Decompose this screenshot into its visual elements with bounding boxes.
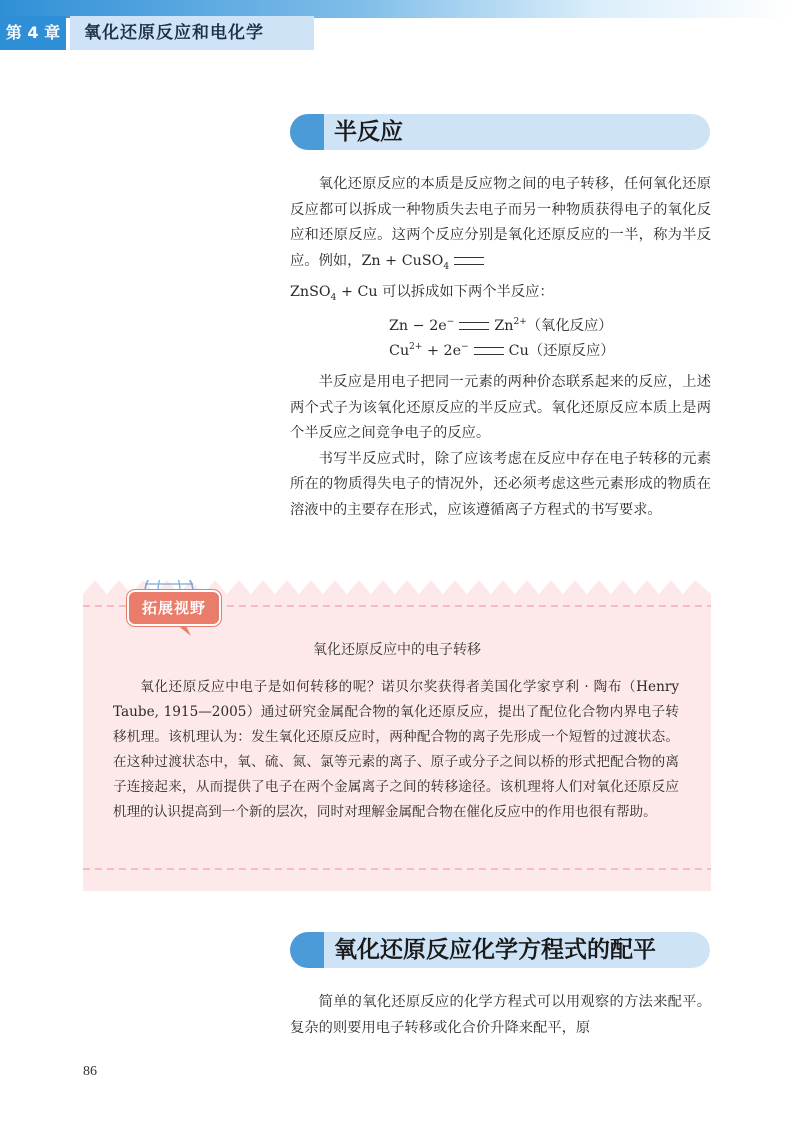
half-reaction-oxidation: Zn − 2e− $Zn^{2+}$（氧化反应） bbox=[389, 317, 613, 334]
section-heading-half-reaction bbox=[290, 114, 710, 150]
section1-paragraph-2: 半反应是用电子把同一元素的两种价态联系起来的反应，上述两个式子为该氧化还原反应的半反应式。氧化还原反应本质上是两个半反应之间竞争电子的反应。 书写半反应式时，除了应该考虑在反应中存在电子转移的元素所在的物质得失电子的情况外，还必须考虑这些元素形成的物质在溶液中的主要存在形式，应该遵循离子方程式的书写要求。 bbox=[290, 370, 711, 523]
extension-body: 氧化还原反应中电子是如何转移的呢？诺贝尔奖获得者美国化学家亨利 · 陶布（Henry Taube, 1915—2005）通过研究金属配合物的氧化还原反应，提出了配位化合物内界电子转移机理。该机理认为：发生氧化还原反应时，两种配合物的离子先形成一个短暂的过渡状态。在这种过渡状态中，氧、硫、氮、氯等元素的离子、原子或分子之间以桥的形式把配合物的离子连接起来，从而提供了电子在两个金属离子之间的转移途径。该机理将人们对氧化还原反应机理的认识提高到一个新的层次，同时对理解金属配合物在催化反应中的作用也很有帮助。 bbox=[113, 679, 679, 820]
equals-sign bbox=[454, 257, 484, 265]
extension-title: 氧化还原反应中的电子转移 bbox=[313, 642, 481, 658]
page-number: 86 bbox=[83, 1064, 97, 1079]
equals-sign bbox=[474, 347, 504, 355]
section-title: 氧化还原反应化学方程式的配平 bbox=[334, 937, 656, 963]
section-heading-balancing bbox=[290, 932, 710, 968]
half-reaction-reduction: $Cu^{2+} + 2e^-$ Cu（还原反应） bbox=[389, 342, 615, 359]
equals-sign bbox=[459, 322, 489, 330]
section2-paragraph-1: 简单的氧化还原反应的化学方程式可以用观察的方法来配平。复杂的则要用电子转移或化合价升降来配平，原 bbox=[290, 994, 711, 1036]
section-title: 半反应 bbox=[334, 119, 403, 145]
equation-inline: Zn + CuSO$_4$ bbox=[361, 253, 489, 269]
chapter-title: 氧化还原反应和电化学 bbox=[70, 16, 314, 50]
extension-label: 拓展视野 bbox=[127, 590, 221, 626]
section-heading-cap bbox=[290, 932, 324, 968]
para-text: 氧化还原反应的本质是反应物之间的电子转移，任何氧化还原反应都可以拆成一种物质失去电子而另一种物质获得电子的氧化反应和还原反应。这两个反应分别是氧化还原反应的一半，称为半反应。例如， bbox=[290, 176, 711, 269]
section-heading-cap bbox=[290, 114, 324, 150]
section1-paragraph-3: 书写半反应式时，除了应该考虑在反应中存在电子转移的元素所在的物质得失电子的情况外，还必须考虑这些元素形成的物质在溶液中的主要存在形式，应该遵循离子方程式的书写要求。 bbox=[290, 450, 711, 518]
section1-paragraph-1: 氧化还原反应的本质是反应物之间的电子转移，任何氧化还原反应都可以拆成一种物质失去电子而另一种物质获得电子的氧化反应和还原反应。这两个反应分别是氧化还原反应的一半，称为半反应。例如，Zn + CuSO$_4$ ZnSO$_4$ + Cu 可以拆成如下两个半反应： bbox=[290, 176, 711, 303]
chapter-label: 第 4 章 bbox=[0, 16, 66, 50]
